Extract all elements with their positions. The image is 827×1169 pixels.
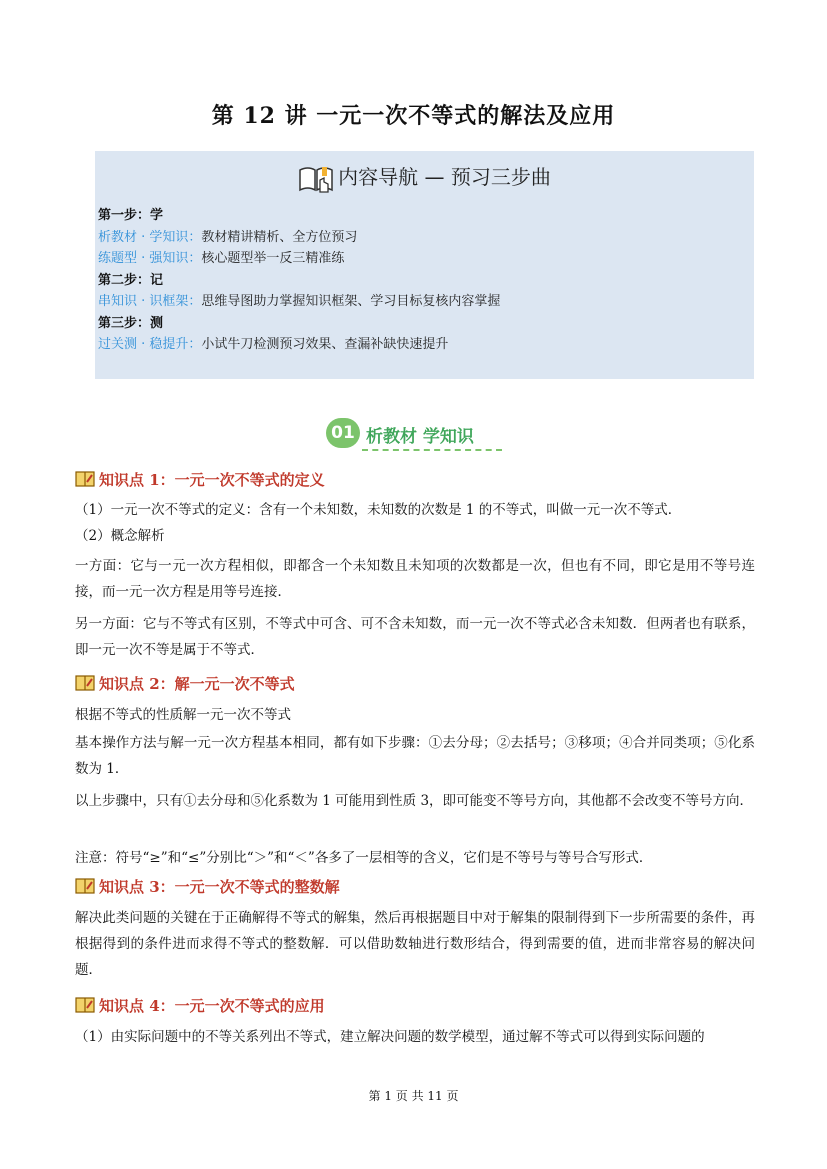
nav-line-1 (98, 227, 500, 249)
kp3-p1: 解决此类问题的关键在于正确解得不等式的解集，然后再根据题目中对于解集的限制得到下一步所需要的条件，再根据得到的条件进而求得不等式的整数解．可以借助数轴进行数形结合，得到需要的值，进而非常容易的解决问题． (75, 910, 755, 978)
kp2-p3: 以上步骤中，只有①去分母和⑤化系数为 1 可能用到性质 3，即可能变不等号方向，其他都不会改变不等号方向． (75, 793, 754, 809)
nav-line-2-text: 核心题型举一反三精准练 (201, 251, 345, 266)
kp4-title: 知识点 4：一元一次不等式的应用 (99, 997, 325, 1015)
nav-line-4-label: 过关测 · 稳提升： (98, 337, 202, 352)
section-underline (362, 449, 502, 451)
step-1: 第一步：学 (98, 208, 164, 223)
nav-line-4-text: 小试牛刀检测预习效果、查漏补缺快速提升 (201, 337, 449, 352)
section-number: 01 (326, 418, 360, 448)
nav-heading (95, 161, 754, 194)
nav-line-1-label: 析教材 · 学知识： (98, 229, 202, 245)
step-2: 第二步：记 (98, 272, 164, 288)
kp4-p1: （1）由实际问题中的不等关系列出不等式，建立解决问题的数学模型，通过解不等式可以得到实际问题的 (75, 1029, 705, 1045)
step-3: 第三步：测 (98, 315, 164, 331)
book-hand-icon (298, 164, 334, 194)
nav-line-2 (98, 248, 500, 270)
kp1-heading (75, 469, 325, 490)
kp1-title: 知识点 1：一元一次不等式的定义 (99, 471, 325, 489)
nav-line-3-label: 串知识 · 识框架： (98, 294, 202, 309)
notebook-icon (75, 675, 95, 691)
content-navigation-box (95, 151, 754, 379)
kp2-p1: 根据不等式的性质解一元一次不等式 (75, 707, 291, 723)
page-title: 第 12 讲 一元一次不等式的解法及应用 (211, 103, 616, 129)
section-label: 析教材 学知识 (366, 427, 474, 447)
kp1-p3: 一方面：它与一元一次方程相似，即都含一个未知数且未知项的次数都是一次，但也有不同，即它是用不等号连接，而一元一次方程是用等号连接． (75, 558, 755, 600)
notebook-icon (75, 997, 95, 1013)
kp2-p2: 基本操作方法与解一元一次方程基本相同，都有如下步骤：①去分母；②去括号；③移项；④合并同类项；⑤化系数为 1． (75, 735, 755, 777)
notebook-icon (75, 878, 95, 894)
nav-heading-text: 内容导航 — 预习三步曲 (338, 165, 551, 189)
nav-line-1-text: 教材精讲精析、全方位预习 (201, 229, 358, 245)
notebook-icon (75, 471, 95, 487)
kp3-heading (75, 876, 340, 897)
kp4-heading (75, 995, 325, 1016)
kp2-title: 知识点 2：解一元一次不等式 (99, 675, 295, 693)
nav-line-2-label: 练题型 · 强知识： (98, 251, 202, 266)
page-footer: 第 1 页 共 11 页 (368, 1089, 459, 1103)
kp2-p4: 注意：符号“≥”和“≤”分别比“＞”和“＜”各多了一层相等的含义，它们是不等号与等号合写形式． (75, 850, 653, 866)
nav-lines (98, 205, 500, 356)
nav-line-4 (98, 334, 500, 356)
nav-line-3-text: 思维导图助力掌握知识框架、学习目标复核内容掌握 (201, 294, 501, 309)
kp1-p2: （2）概念解析 (75, 528, 165, 544)
kp1-p4: 另一方面：它与不等式有区别，不等式中可含、可不含未知数，而一元一次不等式必含未知数．但两者也有联系，即一元一次不等是属于不等式． (75, 616, 755, 658)
kp1-p1: （1）一元一次不等式的定义：含有一个未知数，未知数的次数是 1 的不等式，叫做一元一次不等式． (75, 502, 682, 518)
kp3-title: 知识点 3：一元一次不等式的整数解 (99, 878, 340, 896)
kp2-heading (75, 673, 295, 694)
nav-line-3 (98, 291, 500, 313)
